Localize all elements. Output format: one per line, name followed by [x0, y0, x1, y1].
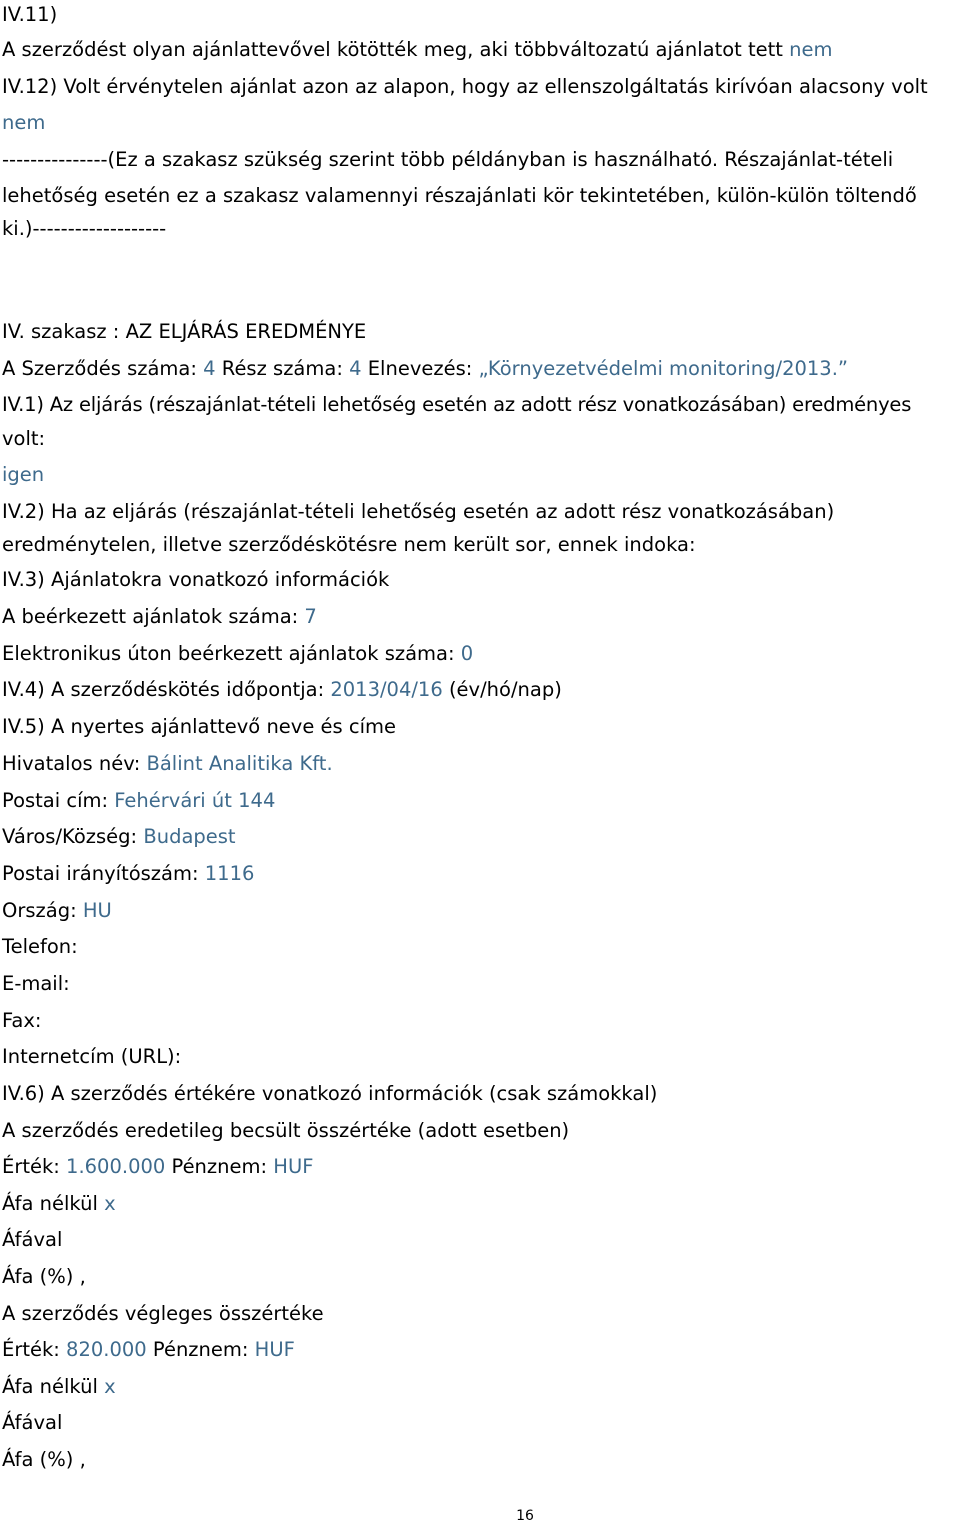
- iv3-heading: IV.3) Ajánlatokra vonatkozó információk: [2, 568, 390, 591]
- iv2-line-2: eredménytelen, illetve szerződéskötésre nem került sor, ennek indoka:: [2, 533, 696, 556]
- phone-label: Telefon:: [2, 935, 78, 958]
- contract-date-label: IV.4) A szerződéskötés időpontja:: [2, 678, 325, 701]
- note-line-1: ---------------(Ez a szakasz szükség szerint több példányban is használható. Részajánlat-tételi: [2, 148, 894, 171]
- iv11-value: nem: [789, 38, 833, 61]
- original-vat-pct-label: Áfa (%) ,: [2, 1265, 86, 1288]
- official-name-label: Hivatalos név:: [2, 752, 141, 775]
- country: HU: [82, 899, 112, 922]
- part-number-label: Rész száma:: [221, 357, 343, 380]
- electronic-offers-row: [2, 642, 473, 666]
- postal-address-row: [2, 789, 275, 813]
- final-value-label: Érték:: [2, 1338, 60, 1361]
- note-line-2: lehetőség esetén ez a szakasz valamennyi részajánlati kör tekintetében, külön-külön töltendő: [2, 184, 917, 207]
- original-vat-excl-mark: x: [104, 1192, 116, 1215]
- contract-number-label: A Szerződés száma:: [2, 357, 197, 380]
- postcode: 1116: [204, 862, 255, 885]
- part-number: 4: [349, 357, 362, 380]
- country-label: Ország:: [2, 899, 77, 922]
- official-name-row: [2, 752, 333, 776]
- note-line-3: ki.)-------------------: [2, 217, 167, 240]
- final-value-row: [2, 1338, 295, 1362]
- iv6-heading: IV.6) A szerződés értékére vonatkozó információk (csak számokkal): [2, 1082, 658, 1105]
- original-currency-label: Pénznem:: [171, 1155, 268, 1178]
- section-iv12-question: IV.12) Volt érvénytelen ajánlat azon az alapon, hogy az ellenszolgáltatás kirívóan alacsony volt: [2, 75, 928, 98]
- iv2-line-1: IV.2) Ha az eljárás (részajánlat-tételi lehetőség esetén az adott rész vonatkozásában): [2, 500, 835, 523]
- original-value-label: Érték:: [2, 1155, 60, 1178]
- final-vat-excl-label: Áfa nélkül: [2, 1375, 98, 1398]
- official-name: Bálint Analitika Kft.: [146, 752, 333, 775]
- postcode-label: Postai irányítószám:: [2, 862, 199, 885]
- final-value-heading: A szerződés végleges összértéke: [2, 1302, 324, 1325]
- final-vat-excl-row: [2, 1375, 116, 1399]
- city: Budapest: [143, 825, 236, 848]
- original-vat-excl-label: Áfa nélkül: [2, 1192, 98, 1215]
- offers-received-row: [2, 605, 317, 629]
- contract-number: 4: [203, 357, 216, 380]
- iv5-heading: IV.5) A nyertes ajánlattevő neve és címe: [2, 715, 397, 738]
- iv11-text: A szerződést olyan ajánlattevővel kötötték meg, aki többváltozatú ajánlatot tett: [2, 38, 783, 61]
- offers-received-value: 7: [304, 605, 317, 628]
- original-value: 1.600.000: [66, 1155, 166, 1178]
- section-title: IV. szakasz : AZ ELJÁRÁS EREDMÉNYE: [2, 320, 367, 343]
- section-iv11-question: [2, 38, 833, 62]
- section-iv11-heading: IV.11): [2, 3, 58, 26]
- original-value-heading: A szerződés eredetileg becsült összértéke (adott esetben): [2, 1119, 570, 1142]
- offers-received-label: A beérkezett ajánlatok száma:: [2, 605, 299, 628]
- final-currency-label: Pénznem:: [152, 1338, 249, 1361]
- original-currency: HUF: [273, 1155, 314, 1178]
- original-value-row: [2, 1155, 313, 1179]
- final-vat-pct-label: Áfa (%) ,: [2, 1448, 86, 1471]
- postal-address-label: Postai cím:: [2, 789, 109, 812]
- url-label: Internetcím (URL):: [2, 1045, 182, 1068]
- iv4-row: [2, 678, 562, 702]
- iv1-line-1: IV.1) Az eljárás (részajánlat-tételi lehetőség esetén az adott rész vonatkozásában) eredményes: [2, 393, 912, 416]
- contract-name-label: Elnevezés:: [367, 357, 473, 380]
- original-vat-incl-label: Áfával: [2, 1228, 63, 1251]
- page-number: 16: [516, 1508, 534, 1524]
- city-row: [2, 825, 236, 849]
- electronic-offers-label: Elektronikus úton beérkezett ajánlatok száma:: [2, 642, 455, 665]
- final-value: 820.000: [66, 1338, 147, 1361]
- electronic-offers-value: 0: [460, 642, 474, 665]
- postal-address: Fehérvári út 144: [114, 789, 276, 812]
- email-label: E-mail:: [2, 972, 70, 995]
- contract-info-row: [2, 357, 848, 381]
- iv1-line-2: volt:: [2, 427, 46, 450]
- city-label: Város/Község:: [2, 825, 138, 848]
- fax-label: Fax:: [2, 1009, 42, 1032]
- contract-date-format: (év/hó/nap): [448, 678, 562, 701]
- contract-name: „Környezetvédelmi monitoring/2013.”: [478, 357, 849, 380]
- iv12-value: nem: [2, 111, 46, 134]
- contract-date: 2013/04/16: [330, 678, 443, 701]
- original-vat-excl-row: [2, 1192, 116, 1216]
- final-currency: HUF: [254, 1338, 295, 1361]
- final-vat-incl-label: Áfával: [2, 1411, 63, 1434]
- postcode-row: [2, 862, 254, 886]
- country-row: [2, 899, 112, 923]
- final-vat-excl-mark: x: [104, 1375, 116, 1398]
- iv1-value: igen: [2, 463, 45, 486]
